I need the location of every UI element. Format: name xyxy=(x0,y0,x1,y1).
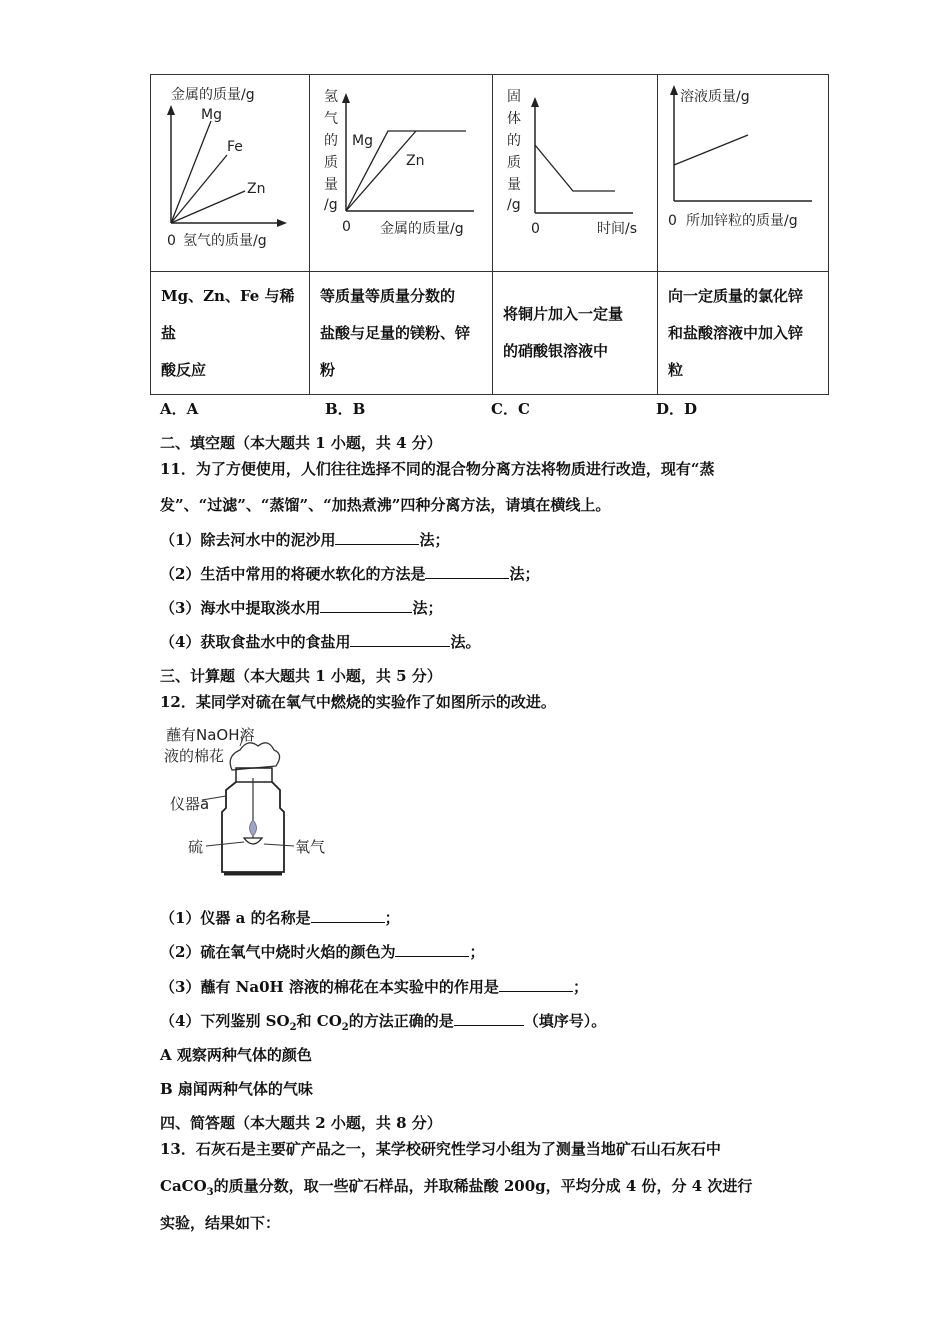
cotton-ball xyxy=(230,743,279,770)
graph-b-ylabel-4: 量 xyxy=(324,177,338,193)
graph-a xyxy=(151,75,309,271)
q11-line-1: 11．为了方便使用，人们往往选择不同的混合物分离方法将物质进行改造，现有“蒸 xyxy=(160,460,715,478)
graph-c-ylabel-4: 量 xyxy=(507,177,521,193)
q12-item-4-text: （4）下列鉴别 SO xyxy=(160,1012,290,1030)
q11-item-1-text: （1）除去河水中的泥沙用 xyxy=(160,531,336,549)
sulfur-pointer xyxy=(206,842,244,846)
q12-item-2-post: ； xyxy=(469,943,485,961)
bottle-neck xyxy=(236,768,272,782)
q11-line-2: 发”、“过滤”、“蒸馏”、“加热煮沸”四种分离方法，请填在横线上。 xyxy=(160,496,611,514)
graph-c-ylabel-1: 体 xyxy=(507,111,521,127)
section4-heading: 四、简答题（本大题共 2 小题，共 8 分） xyxy=(160,1114,442,1132)
q12-blank-2[interactable] xyxy=(395,941,469,957)
desc-a-line-1: Mg、Zn、Fe 与稀盐 xyxy=(161,286,295,342)
graph-a-label-fe: Fe xyxy=(227,139,243,155)
graph-cell-d xyxy=(658,75,829,272)
graph-cell-c xyxy=(493,75,658,272)
graph-a-x-arrow xyxy=(277,219,287,227)
desc-cell-c xyxy=(493,272,658,395)
label-sulfur: 硫 xyxy=(188,838,204,856)
desc-c-line-1: 将铜片加入一定量 xyxy=(503,305,624,323)
q12-item-1 xyxy=(160,907,400,928)
q13-line-2-text: 的质量分数，取一些矿石样品，并取稀盐酸 200g，平均分成 4 份，分 4 次进行 xyxy=(213,1177,753,1195)
q13-line-2 xyxy=(160,1175,752,1198)
flame xyxy=(250,820,257,836)
graph-table xyxy=(150,74,829,395)
desc-b-line-3: 粉 xyxy=(320,360,336,379)
sulfur-spoon xyxy=(244,838,262,844)
q11-item-3-text: （3）海水中提取淡水用 xyxy=(160,599,321,617)
graph-b-y-arrow xyxy=(342,93,350,103)
q12-blank-4[interactable] xyxy=(454,1010,524,1026)
desc-cell-d xyxy=(658,272,829,395)
q12-blank-3[interactable] xyxy=(499,976,573,992)
graph-d-xlabel: 所加锌粒的质量/g xyxy=(686,213,798,229)
q13-line-3: 实验，结果如下： xyxy=(160,1214,281,1232)
q11-item-2-post: 法； xyxy=(509,565,540,583)
q12-item-1-post: ； xyxy=(384,909,400,927)
option-b: B．B xyxy=(325,400,366,418)
q12-item-2 xyxy=(160,941,484,962)
graph-d-ylabel: 溶液质量/g xyxy=(680,89,750,105)
graph-c-xlabel: 时间/s xyxy=(597,221,638,237)
q11-item-4-post: 法。 xyxy=(450,633,481,651)
graph-c-ylabel-3: 质 xyxy=(507,155,521,171)
graph-a-ylabel: 金属的质量/g xyxy=(171,87,255,103)
q11-item-1 xyxy=(160,529,449,550)
q12-item-3 xyxy=(160,976,588,997)
graph-b-label-zn: Zn xyxy=(406,153,425,169)
q11-blank-3[interactable] xyxy=(320,597,412,613)
label-cotton-1: 蘸有NaOH溶 xyxy=(166,726,255,744)
q11-blank-2[interactable] xyxy=(425,563,509,579)
q12-blank-1[interactable] xyxy=(311,907,385,923)
q12-item-4-mid: 和 CO xyxy=(296,1012,342,1030)
graph-b xyxy=(310,75,492,271)
q12-choice-a: A 观察两种气体的颜色 xyxy=(160,1046,312,1064)
q12-stem: 12．某同学对硫在氧气中燃烧的实验作了如图所示的改进。 xyxy=(160,693,556,711)
q11-item-3 xyxy=(160,597,442,618)
desc-b-line-1: 等质量等质量分数的 xyxy=(320,286,456,305)
graph-cell-b xyxy=(310,75,493,272)
graph-c-ylabel-2: 的 xyxy=(507,133,521,149)
desc-b-line-2: 盐酸与足量的镁粉、锌 xyxy=(320,323,471,342)
desc-cell-a xyxy=(151,272,310,395)
q11-blank-4[interactable] xyxy=(350,631,450,647)
desc-a-line-2: 酸反应 xyxy=(161,360,207,379)
graph-b-ylabel-2: 的 xyxy=(324,133,338,149)
graph-b-xlabel: 金属的质量/g xyxy=(380,221,464,237)
section3-heading: 三、计算题（本大题共 1 小题，共 5 分） xyxy=(160,667,442,685)
q12-choice-b: B 扇闻两种气体的气味 xyxy=(160,1080,313,1098)
desc-d-line-3: 粒 xyxy=(668,360,684,379)
q12-item-3-post: ； xyxy=(572,978,588,996)
graph-b-ylabel-1: 气 xyxy=(324,111,338,127)
q12-item-4 xyxy=(160,1010,606,1033)
graph-c xyxy=(493,75,657,271)
label-oxygen: 氧气 xyxy=(295,838,326,856)
graph-a-y-arrow xyxy=(167,105,175,115)
desc-c-line-2: 的硝酸银溶液中 xyxy=(503,342,609,360)
desc-cell-b xyxy=(310,272,493,395)
q12-item-4-tail: （填序号）。 xyxy=(523,1012,607,1030)
desc-d-line-1: 向一定质量的氯化锌 xyxy=(668,286,804,305)
q13-line-1: 13．石灰石是主要矿产品之一，某学校研究性学习小组为了测量当地矿石山石灰石中 xyxy=(160,1140,721,1158)
co2-subscript: 2 xyxy=(341,1022,349,1033)
graph-b-label-mg: Mg xyxy=(352,133,373,149)
q12-item-3-text: （3）蘸有 Na0H 溶液的棉花在本实验中的作用是 xyxy=(160,978,499,996)
q11-item-2-text: （2）生活中常用的将硬水软化的方法是 xyxy=(160,565,426,583)
graph-b-ylabel-3: 质 xyxy=(324,155,338,171)
graph-a-label-mg: Mg xyxy=(201,107,222,123)
q11-item-3-post: 法； xyxy=(412,599,443,617)
desc-d-line-2: 和盐酸溶液中加入锌 xyxy=(668,323,804,342)
graph-c-ylabel-0: 固 xyxy=(507,89,521,105)
so2-subscript: 2 xyxy=(289,1022,297,1033)
graph-b-ylabel-0: 氢 xyxy=(324,89,338,105)
q11-item-1-post: 法； xyxy=(419,531,450,549)
section2-heading: 二、填空题（本大题共 1 小题，共 4 分） xyxy=(160,434,442,452)
graph-cell-a xyxy=(151,75,310,272)
graph-a-curve-fe xyxy=(171,155,227,223)
graph-c-curve xyxy=(535,145,615,191)
q11-blank-1[interactable] xyxy=(335,529,419,545)
caco3-subscript: 3 xyxy=(206,1187,214,1198)
q12-item-4-post: 的方法正确的是 xyxy=(348,1012,454,1030)
graph-c-y-arrow xyxy=(531,97,539,107)
q11-item-4 xyxy=(160,631,480,652)
q12-item-1-text: （1）仪器 a 的名称是 xyxy=(160,909,311,927)
graph-b-origin: 0 xyxy=(342,219,351,235)
graph-b-ylabel-5: /g xyxy=(324,197,338,213)
graph-d xyxy=(658,75,828,271)
q11-item-4-text: （4）获取食盐水中的食盐用 xyxy=(160,633,351,651)
label-instrument-a: 仪器a xyxy=(170,795,210,813)
graph-a-xlabel: 氢气的质量/g xyxy=(183,233,267,249)
graph-d-y-arrow xyxy=(670,85,678,95)
oxygen-pointer xyxy=(264,844,294,846)
q13-caco3: CaCO xyxy=(160,1177,207,1195)
label-cotton-2: 液的棉花 xyxy=(164,747,225,765)
q11-item-2 xyxy=(160,563,539,584)
graph-c-origin: 0 xyxy=(531,221,540,237)
q12-item-2-text: （2）硫在氧气中烧时火焰的颜色为 xyxy=(160,943,396,961)
graph-a-origin: 0 xyxy=(167,233,176,249)
graph-d-origin: 0 xyxy=(668,213,677,229)
graph-c-ylabel-5: /g xyxy=(507,197,521,213)
graph-a-label-zn: Zn xyxy=(247,181,266,197)
option-a: A．A xyxy=(160,400,199,418)
graph-d-curve xyxy=(674,135,748,165)
option-c: C．C xyxy=(491,400,530,418)
option-d: D．D xyxy=(656,400,698,418)
